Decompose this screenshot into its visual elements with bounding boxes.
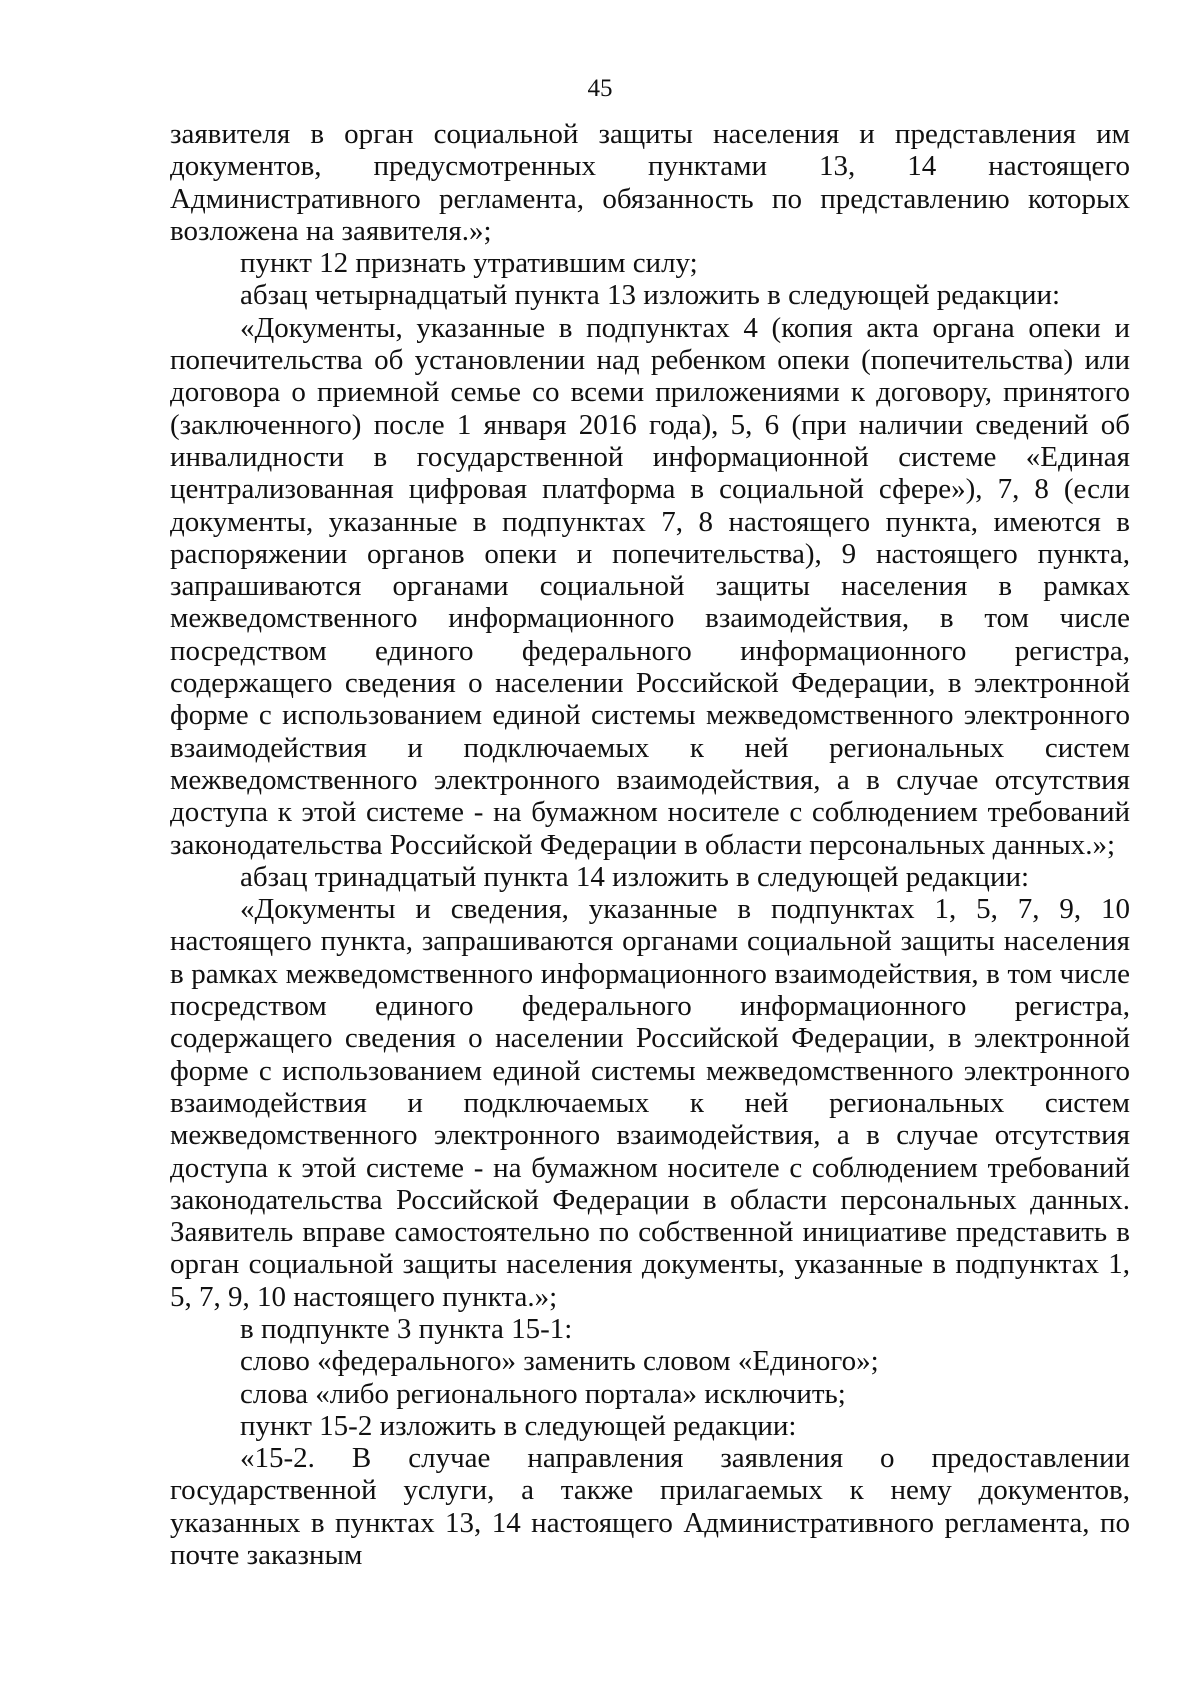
paragraph-item-12: пункт 12 признать утратившим силу; bbox=[240, 247, 698, 280]
paragraph-item-13-text: «Документы, указанные в подпунктах 4 (копия акта органа опеки и попечительства об установлении над ребенком опеки (попечительства) или договора о приемной семье со всеми приложениями к договору, принятого (заключенного) после 1 января 2016 года), 5, 6 (при наличии сведений об инвалидности в государственной информационной системе «Единая централизованная цифровая платформа в социальной сфере»), 7, 8 (если документы, указанные в подпунктах 7, 8 настоящего пункта, имеются в распоряжении органов опеки и попечительства), 9 настоящего пункта, запрашиваются органами социальной защиты населения в рамках межведомственного информационного взаимодействия, в том числе посредством единого федерального информационного регистра, содержащего сведения о населении Российской Федерации, в электронной форме с использованием единой системы межведомственного электронного взаимодействия и подключаемых к ней региональных систем межведомственного электронного взаимодействия, а в случае отсутствия доступа к этой системе - на бумажном носителе с соблюдением требований законодательства Российской Федерации в области персональных данных.»; bbox=[170, 311, 1130, 861]
paragraph-item-15-1-intro: в подпункте 3 пункта 15-1: bbox=[240, 1312, 573, 1345]
paragraph-item-14-intro: абзац тринадцатый пункта 14 изложить в следующей редакции: bbox=[240, 860, 1030, 893]
paragraph-item-14-text: «Документы и сведения, указанные в подпунктах 1, 5, 7, 9, 10 настоящего пункта, запрашиваются органами социальной защиты населения в рамках межведомственного информационного взаимодействия, в том числе посредством единого федерального информационного регистра, содержащего сведения о населении Российской Федерации, в электронной форме с использованием единой системы межведомственного электронного взаимодействия и подключаемых к ней региональных систем межведомственного электронного взаимодействия, а в случае отсутствия доступа к этой системе - на бумажном носителе с соблюдением требований законодательства Российской Федерации в области персональных данных. Заявитель вправе самостоятельно по собственной инициативе представить в орган социальной защиты населения документы, указанные в подпунктах 1, 5, 7, 9, 10 настоящего пункта.»; bbox=[170, 893, 1130, 1313]
paragraph-item-15-2-text: «15-2. В случае направления заявления о предоставлении государственной услуги, а также прилагаемых к нему документов, указанных в пунктах 13, 14 настоящего Административного регламента, по почте заказным bbox=[170, 1442, 1130, 1572]
paragraph-item-13-intro: абзац четырнадцатый пункта 13 изложить в следующей редакции: bbox=[240, 279, 1061, 312]
page-number: 45 bbox=[587, 75, 613, 102]
paragraph-continuation: заявителя в орган социальной защиты населения и представления им документов, предусмотренных пунктами 13, 14 настоящего Административного регламента, обязанность по представлению которых возложена на заявителя.»; bbox=[170, 118, 1130, 247]
paragraph-item-15-1-words: слова «либо регионального портала» исключить; bbox=[240, 1377, 846, 1410]
paragraph-item-15-1-word: слово «федерального» заменить словом «Единого»; bbox=[240, 1345, 879, 1378]
paragraph-item-15-2-intro: пункт 15-2 изложить в следующей редакции: bbox=[240, 1409, 797, 1442]
document-body bbox=[170, 118, 1130, 1571]
